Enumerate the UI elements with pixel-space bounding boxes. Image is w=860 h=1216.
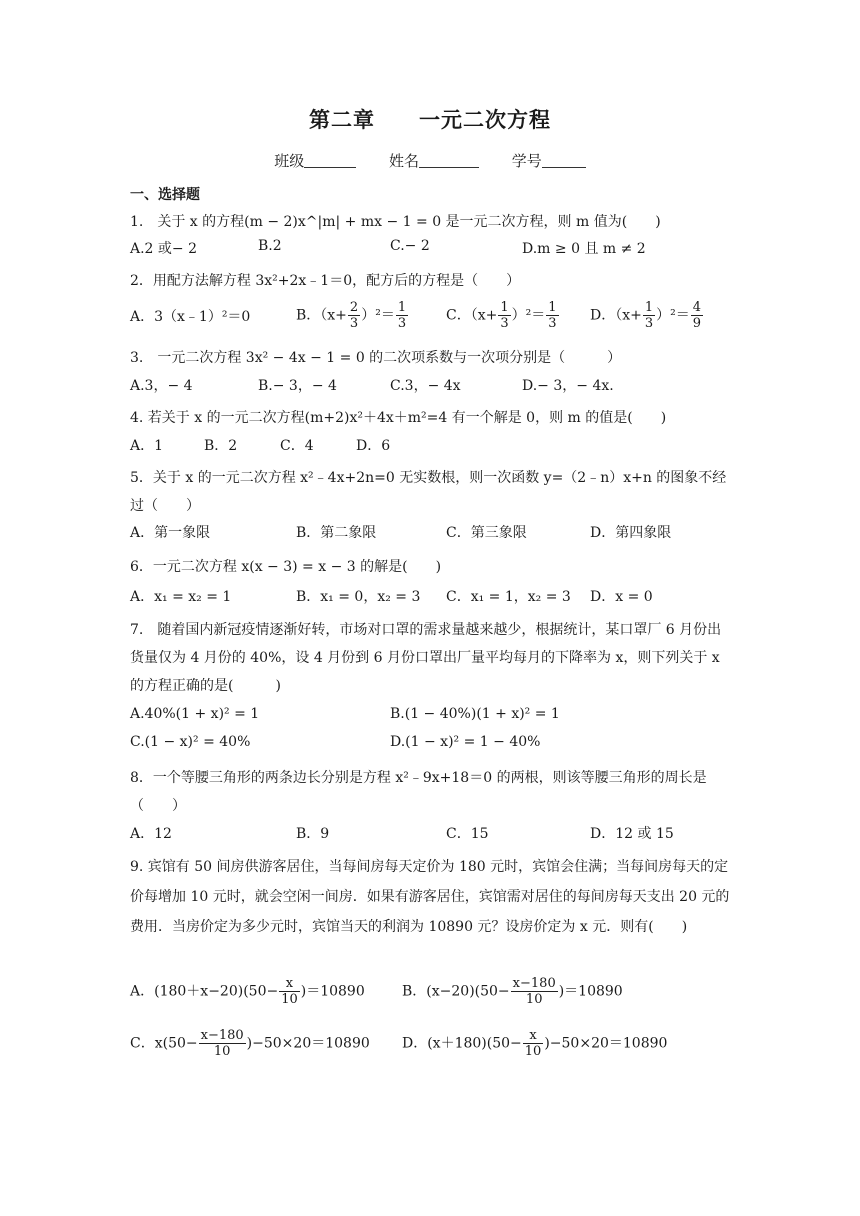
option-c: C．第三象限 [446,525,527,541]
id-blank[interactable] [542,153,586,168]
option-d: D．12 或 15 [590,826,674,842]
question-7-options-row2 [130,734,750,762]
option-d: D．第四象限 [590,525,672,541]
name-label: 姓名 [388,152,419,170]
option-b: B．(x−20)(50− $\frac{x-180}{10}$ )＝10890 [402,976,623,1007]
option-a: A．1 [130,438,164,454]
option-c: C.3，− 4x [390,378,461,394]
chapter-label: 第二章 [309,107,375,132]
option-d: D．x = 0 [590,589,653,605]
question-5-stem: 5．关于 x 的一元二次方程 x²﹣4x+2n=0 无实数根，则一次函数 y=（2﹣n）x+n 的图象不经过（ ） [130,470,727,514]
question-5-options [130,522,750,550]
option-c: C.(1 − x)² = 40% [130,734,251,750]
option-b: B．x₁ = 0，x₂ = 3 [296,589,421,605]
option-b: B．第二象限 [296,525,377,541]
question-2-stem: 2．用配方法解方程 3x²+2x﹣1＝0，配方后的方程是（ ） [130,273,521,289]
option-b: B．2 [204,438,238,454]
option-a: A.40%(1 + x)² = 1 [130,706,260,722]
option-b: B.2 [258,238,282,254]
question-6-stem: 6．一元二次方程 x(x − 3) = x − 3 的解是( ) [130,559,442,575]
question-9-options-row2 [130,1028,750,1068]
question-8-options [130,823,750,851]
id-label: 学号 [511,152,542,170]
question-4-options [130,435,750,463]
option-c: C.− 2 [390,238,430,254]
option-b: B.− 3，− 4 [258,378,337,394]
question-2-options [130,300,750,336]
question-4-stem: 4. 若关于 x 的一元二次方程(m+2)x²＋4x＋m²=4 有一个解是 0，则 m 的值是( ) [130,410,667,426]
section-heading: 一、选择题 [130,187,200,203]
option-a: A．第一象限 [130,525,211,541]
question-9-stem: 9. 宾馆有 50 间房供游客居住，当每间房每天定价为 180 元时，宾馆会住满；当每间房每天的定价每增加 10 元时，就会空闲一间房．如果有游客居住，宾馆需对居住的每间房每天支出 20 元的费用．当房价定为多少元时，宾馆当天的利润为 10890 元？设房价定为 x 元．则有( ) [130,859,730,935]
question-1-stem: 1. 关于 x 的方程(m − 2)x^|m| + mx − 1 = 0 是一元二次方程，则 m 值为( ) [130,214,661,230]
option-a: A．x₁ = x₂ = 1 [130,589,232,605]
option-c: C．x(50− $\frac{x-180}{10}$ )−50×20＝10890 [130,1028,370,1059]
option-a: A.3，− 4 [130,378,193,394]
class-blank[interactable] [304,153,356,168]
option-c: C．4 [280,438,314,454]
question-3-options [130,375,750,403]
page-title [0,104,860,134]
option-a: A．3（x﹣1）²＝0 [130,309,251,325]
chapter-title: 一元二次方程 [419,107,551,132]
option-c: C．（x+ $\frac{1}{3}$ ）²＝ $\frac{1}{3}$ [446,300,557,331]
student-info [0,150,860,171]
question-7-stem: 7. 随着国内新冠疫情逐渐好转，市场对口罩的需求量越来越少，根据统计，某口罩厂 6 月份出货量仅为 4 月份的 40%，设 4 月份到 6 月份口罩出厂量平均每月的下降率为 x，则下列关于 x 的方程正确的是( ) [130,622,722,694]
option-a: A.2 或− 2 [130,241,198,257]
option-b: B.(1 − 40%)(1 + x)² = 1 [390,706,560,722]
option-d: D.− 3，− 4x. [522,378,614,394]
option-d: D．6 [356,438,391,454]
option-b: B．（x+ $\frac{2}{3}$ ）²＝ $\frac{1}{3}$ [296,300,407,331]
option-a: A．(180＋x−20)(50− $\frac{x}{10}$ )＝10890 [130,976,365,1007]
question-6-options [130,586,750,614]
question-9-options-row1 [130,976,750,1016]
option-d: D．（x+ $\frac{1}{3}$ ）²＝ $\frac{4}{9}$ [590,300,702,331]
question-7-options-row1 [130,706,750,734]
question-1-options [130,238,750,266]
option-d: D.(1 − x)² = 1 − 40% [390,734,541,750]
option-c: C．x₁ = 1，x₂ = 3 [446,589,571,605]
option-a: A．12 [130,826,172,842]
option-b: B．9 [296,826,330,842]
question-8-stem: 8．一个等腰三角形的两条边长分别是方程 x²﹣9x+18＝0 的两根，则该等腰三角形的周长是（ ） [130,770,707,814]
name-blank[interactable] [419,153,479,168]
question-3-stem: 3. 一元二次方程 3x² − 4x − 1 = 0 的二次项系数与一次项分别是（ ） [130,350,622,366]
option-d: D.m ≥ 0 且 m ≠ 2 [522,241,646,257]
option-d: D．(x＋180)(50− $\frac{x}{10}$ )−50×20＝10890 [402,1028,668,1059]
option-c: C．15 [446,826,489,842]
class-label: 班级 [274,152,305,170]
